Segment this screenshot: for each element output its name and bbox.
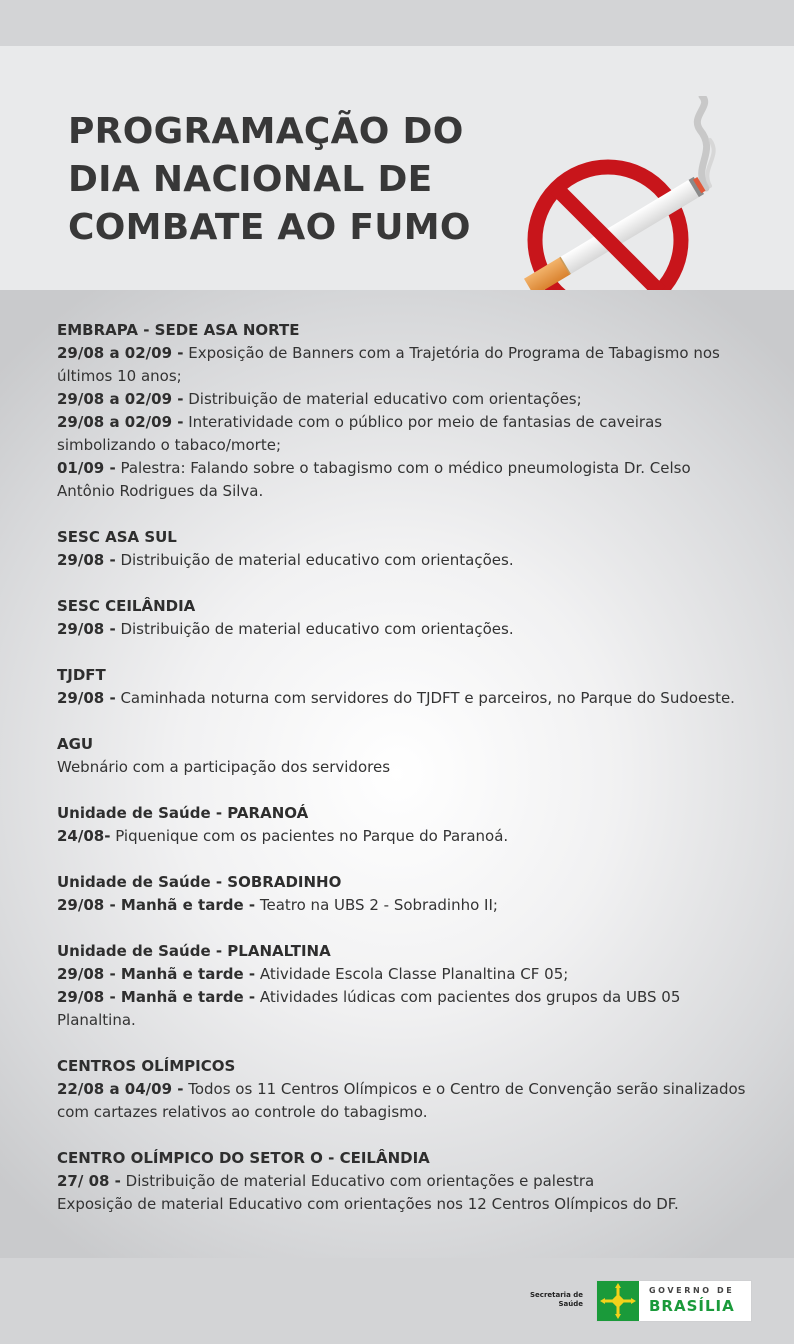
item-text: Atividades lúdicas com pacientes dos grupos da UBS 05 Planaltina. xyxy=(57,988,681,1029)
item-date-label: 24/08- xyxy=(57,827,111,845)
title-line-2: DIA NACIONAL DE xyxy=(68,159,433,200)
title-line-3: COMBATE AO FUMO xyxy=(68,207,471,248)
governo-brasilia-logo xyxy=(596,1280,752,1322)
section-item xyxy=(57,825,747,848)
brasilia-label: BRASÍLIA xyxy=(649,1297,735,1315)
program-section xyxy=(57,526,747,572)
section-item xyxy=(57,1170,747,1193)
item-text: Exposição de Banners com a Trajetória do Programa de Tabagismo nos últimos 10 anos; xyxy=(57,344,720,385)
section-item xyxy=(57,986,747,1032)
section-item xyxy=(57,687,747,710)
section-title: TJDFT xyxy=(57,666,106,684)
section-title: Unidade de Saúde - PLANALTINA xyxy=(57,942,331,960)
item-date-label: 29/08 - Manhã e tarde - xyxy=(57,965,256,983)
governo-de-label: GOVERNO DE xyxy=(649,1286,735,1295)
item-text: Todos os 11 Centros Olímpicos e o Centro de Convenção serão sinalizados com cartazes relativos ao controle do tabagismo. xyxy=(57,1080,746,1121)
item-date-label: 29/08 a 02/09 - xyxy=(57,344,184,362)
section-title: CENTROS OLÍMPICOS xyxy=(57,1057,236,1075)
section-title: CENTRO OLÍMPICO DO SETOR O - CEILÂNDIA xyxy=(57,1149,430,1167)
program-section xyxy=(57,595,747,641)
item-date-label: 29/08 - xyxy=(57,689,116,707)
program-content xyxy=(0,290,794,1258)
item-text: Distribuição de material educativo com orientações. xyxy=(115,620,514,638)
program-sections xyxy=(57,319,747,1239)
program-section xyxy=(57,871,747,917)
program-section xyxy=(57,733,747,779)
section-item xyxy=(57,549,747,572)
section-item xyxy=(57,457,747,503)
item-text: Webnário com a participação dos servidores xyxy=(57,758,391,776)
item-text: Teatro na UBS 2 - Sobradinho II; xyxy=(255,896,498,914)
section-title: EMBRAPA - SEDE ASA NORTE xyxy=(57,321,300,339)
item-text: Piquenique com os pacientes no Parque do Paranoá. xyxy=(110,827,509,845)
item-text: Distribuição de material Educativo com orientações e palestra xyxy=(120,1172,595,1190)
section-item xyxy=(57,756,747,779)
section-title: SESC ASA SUL xyxy=(57,528,177,546)
top-strip xyxy=(0,0,794,46)
section-title: SESC CEILÂNDIA xyxy=(57,597,196,615)
brasilia-emblem-icon xyxy=(597,1281,639,1321)
section-item xyxy=(57,1078,747,1124)
item-date-label: 29/08 a 02/09 - xyxy=(57,390,184,408)
item-date-label: 29/08 - xyxy=(57,620,116,638)
title-line-1: PROGRAMAÇÃO DO xyxy=(68,111,464,152)
secretaria-line-2: Saúde xyxy=(558,1300,583,1308)
program-section xyxy=(57,664,747,710)
item-text: Palestra: Falando sobre o tabagismo com o médico pneumologista Dr. Celso Antônio Rodrigues da Silva. xyxy=(57,459,691,500)
section-item xyxy=(57,894,747,917)
section-item xyxy=(57,411,747,457)
item-date-label: 29/08 a 02/09 - xyxy=(57,413,184,431)
item-text: Caminhada noturna com servidores do TJDFT e parceiros, no Parque do Sudoeste. xyxy=(115,689,735,707)
item-text: Interatividade com o público por meio de fantasias de caveiras simbolizando o tabaco/morte; xyxy=(57,413,663,454)
program-section xyxy=(57,802,747,848)
item-date-label: 22/08 a 04/09 - xyxy=(57,1080,184,1098)
item-text: Atividade Escola Classe Planaltina CF 05; xyxy=(255,965,569,983)
item-text: Distribuição de material educativo com orientações; xyxy=(183,390,582,408)
section-item xyxy=(57,1193,747,1216)
section-item xyxy=(57,963,747,986)
page-title xyxy=(68,108,498,252)
section-item xyxy=(57,618,747,641)
section-title: Unidade de Saúde - PARANOÁ xyxy=(57,804,309,822)
secretaria-line-1: Secretaria de xyxy=(530,1291,583,1299)
section-title: Unidade de Saúde - SOBRADINHO xyxy=(57,873,342,891)
item-text: Distribuição de material educativo com orientações. xyxy=(115,551,514,569)
item-date-label: 01/09 - xyxy=(57,459,116,477)
item-date-label: 29/08 - Manhã e tarde - xyxy=(57,988,256,1006)
program-section xyxy=(57,1147,747,1216)
item-text: Exposição de material Educativo com orientações nos 12 Centros Olímpicos do DF. xyxy=(57,1195,679,1213)
item-date-label: 27/ 08 - xyxy=(57,1172,121,1190)
program-section xyxy=(57,940,747,1032)
item-date-label: 29/08 - Manhã e tarde - xyxy=(57,896,256,914)
program-section xyxy=(57,1055,747,1124)
program-section xyxy=(57,319,747,503)
section-title: AGU xyxy=(57,735,94,753)
section-item xyxy=(57,342,747,388)
secretaria-saude-logo xyxy=(515,1291,583,1309)
section-item xyxy=(57,388,747,411)
footer xyxy=(0,1258,794,1344)
item-date-label: 29/08 - xyxy=(57,551,116,569)
header-banner xyxy=(0,46,794,290)
